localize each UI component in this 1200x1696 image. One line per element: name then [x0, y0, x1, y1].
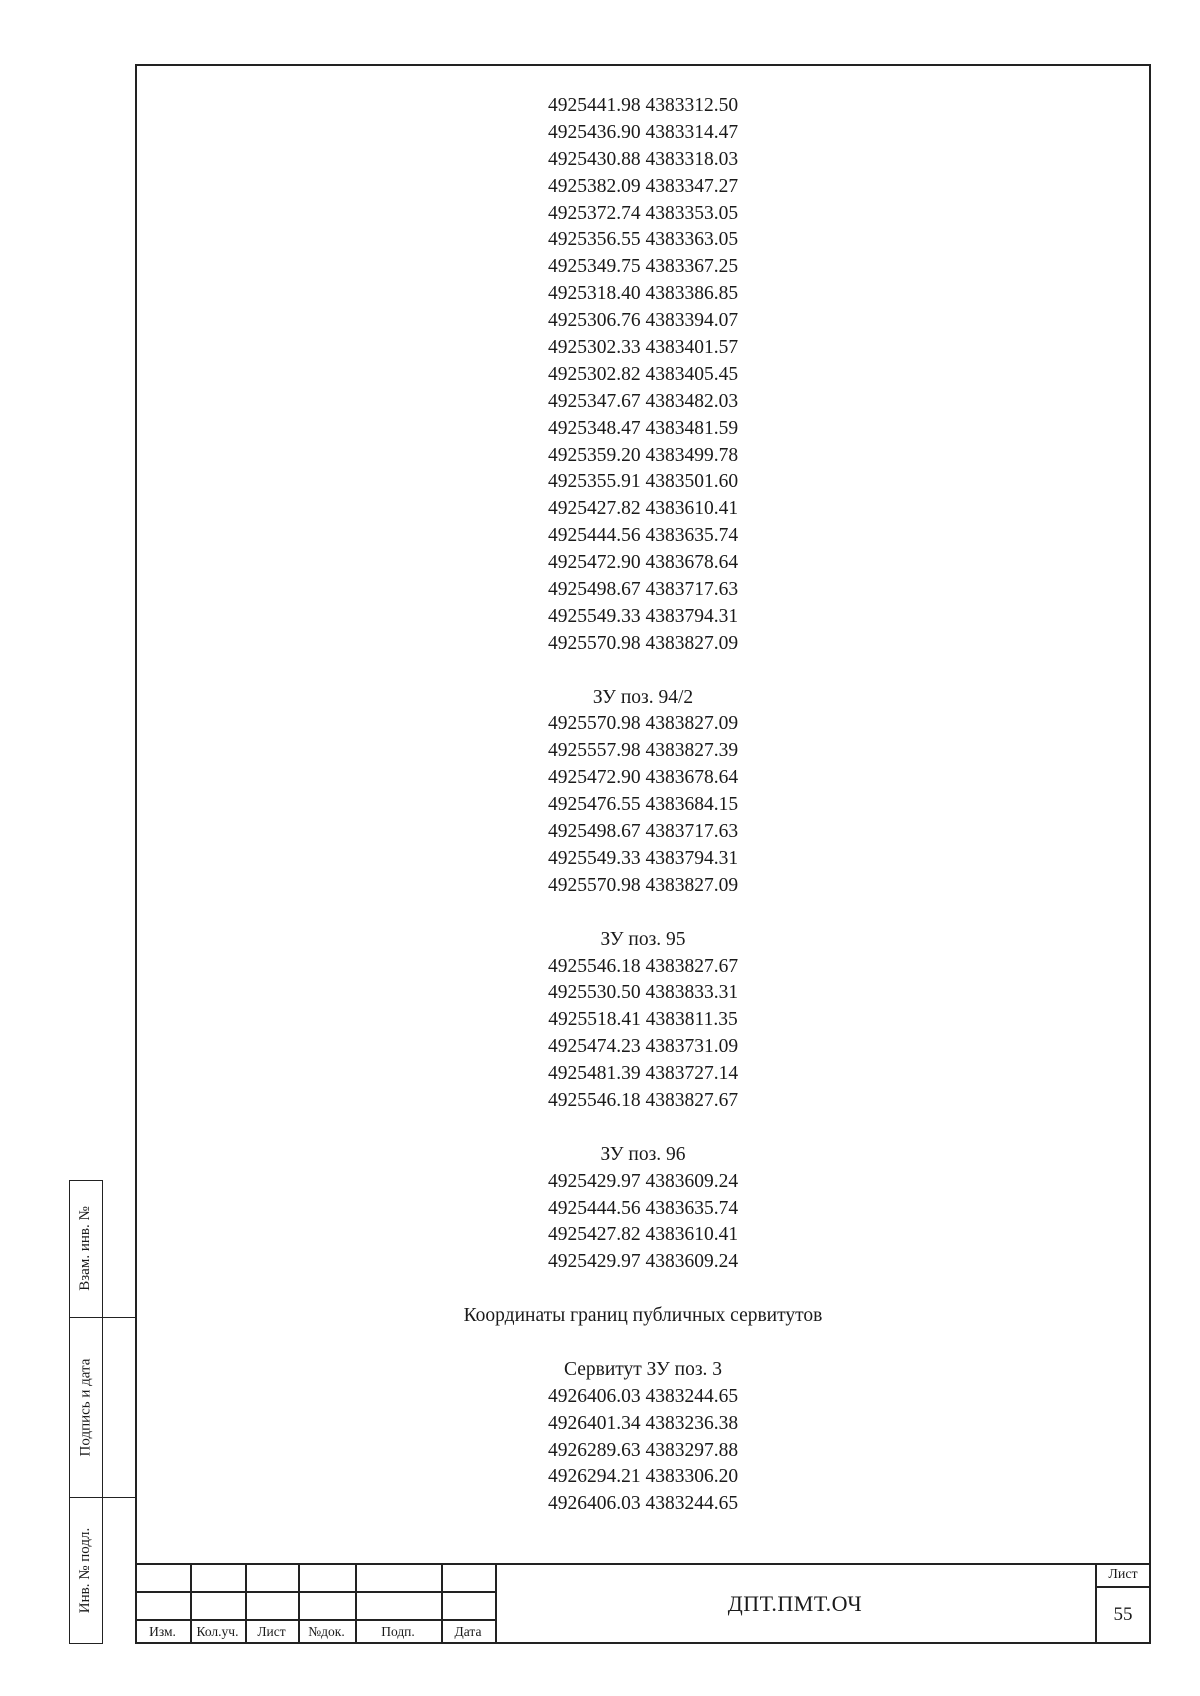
coordinate-row: 4925557.98 4383827.39 — [547, 740, 739, 762]
coordinate-row: 4925427.82 4383610.41 — [547, 1224, 739, 1246]
section-heading: ЗУ поз. 96 — [600, 1143, 686, 1165]
coordinate-row: 4926294.21 4383306.20 — [547, 1466, 739, 1488]
coordinate-row: 4925306.76 4383394.07 — [547, 310, 739, 332]
coordinate-row: 4925429.97 4383609.24 — [547, 1170, 739, 1192]
coordinate-row: 4925570.98 4383827.09 — [547, 874, 739, 896]
coordinate-row: 4925549.33 4383794.31 — [547, 605, 739, 627]
coordinate-list — [135, 93, 1151, 1518]
coordinate-row: 4925372.74 4383353.05 — [547, 202, 739, 224]
coordinate-row: 4925444.56 4383635.74 — [547, 525, 739, 547]
coordinate-row: 4925444.56 4383635.74 — [547, 1197, 739, 1219]
coordinate-row: 4925472.90 4383678.64 — [547, 767, 739, 789]
section-heading: Координаты границ публичных сервитутов — [463, 1305, 823, 1327]
side-label-podpis-data: Подпись и дата — [77, 1358, 94, 1456]
coordinate-row: 4925546.18 4383827.67 — [547, 955, 739, 977]
coordinate-row: 4925302.33 4383401.57 — [547, 337, 739, 359]
coordinate-row: 4925318.40 4383386.85 — [547, 283, 739, 305]
coordinate-row: 4925570.98 4383827.09 — [547, 632, 739, 654]
block-gap — [135, 1276, 1151, 1303]
side-label-vzam-inv: Взам. инв. № — [77, 1206, 93, 1291]
coordinate-row: 4925348.47 4383481.59 — [547, 417, 739, 439]
coordinate-row: 4925356.55 4383363.05 — [547, 229, 739, 251]
coordinate-row: 4926406.03 4383244.65 — [547, 1385, 739, 1407]
coordinate-row: 4925570.98 4383827.09 — [547, 713, 739, 735]
coordinate-row: 4925347.67 4383482.03 — [547, 390, 739, 412]
block-gap — [135, 900, 1151, 927]
side-label-inv-podl: Инв. № подл. — [77, 1527, 93, 1614]
coordinate-row: 4925349.75 4383367.25 — [547, 256, 739, 278]
sheet-number: 55 — [1113, 1604, 1133, 1625]
tb-col-podp: Подп. — [381, 1624, 415, 1639]
coordinate-row: 4925429.97 4383609.24 — [547, 1251, 739, 1273]
coordinate-row: 4925382.09 4383347.27 — [547, 175, 739, 197]
coordinate-row: 4925359.20 4383499.78 — [547, 444, 739, 466]
title-block — [135, 1563, 1151, 1644]
coordinate-row: 4925474.23 4383731.09 — [547, 1036, 739, 1058]
block-gap — [135, 658, 1151, 685]
coordinate-row: 4926406.03 4383244.65 — [547, 1493, 739, 1515]
side-value-column — [102, 1180, 135, 1644]
tb-col-ndok: №док. — [308, 1624, 345, 1639]
block-gap — [135, 1115, 1151, 1142]
tb-col-data: Дата — [454, 1624, 482, 1639]
tb-col-kol-uch: Кол.уч. — [196, 1624, 239, 1639]
coordinate-row: 4925302.82 4383405.45 — [547, 363, 739, 385]
section-heading: Сервитут ЗУ поз. 3 — [563, 1358, 723, 1380]
coordinate-row: 4925355.91 4383501.60 — [547, 471, 739, 493]
coordinate-row: 4925530.50 4383833.31 — [547, 982, 739, 1004]
coordinate-row: 4925518.41 4383811.35 — [548, 1009, 738, 1031]
document-code: ДПТ.ПМТ.ОЧ — [727, 1590, 863, 1616]
coordinate-row: 4925427.82 4383610.41 — [547, 498, 739, 520]
coordinate-row: 4926401.34 4383236.38 — [547, 1412, 739, 1434]
side-stamp — [69, 1180, 135, 1644]
coordinate-row: 4925549.33 4383794.31 — [547, 847, 739, 869]
coordinate-row: 4925430.88 4383318.03 — [547, 148, 739, 170]
coordinate-row: 4925441.98 4383312.50 — [547, 95, 739, 116]
section-heading: ЗУ поз. 94/2 — [592, 686, 694, 708]
coordinate-row: 4925472.90 4383678.64 — [547, 552, 739, 574]
coordinate-row: 4925498.67 4383717.63 — [547, 821, 739, 843]
block-gap — [135, 1330, 1151, 1357]
coordinate-row: 4925481.39 4383727.14 — [547, 1063, 739, 1085]
coordinate-row: 4925498.67 4383717.63 — [547, 579, 739, 601]
coordinate-row: 4926289.63 4383297.88 — [547, 1439, 739, 1461]
section-heading: ЗУ поз. 95 — [600, 928, 686, 950]
coordinate-row: 4925476.55 4383684.15 — [547, 794, 739, 816]
tb-col-list: Лист — [257, 1624, 286, 1639]
coordinate-row: 4925546.18 4383827.67 — [547, 1089, 739, 1111]
tb-col-izm: Изм. — [149, 1624, 176, 1639]
coordinate-row: 4925436.90 4383314.47 — [547, 121, 739, 143]
sheet-label: Лист — [1108, 1567, 1138, 1582]
